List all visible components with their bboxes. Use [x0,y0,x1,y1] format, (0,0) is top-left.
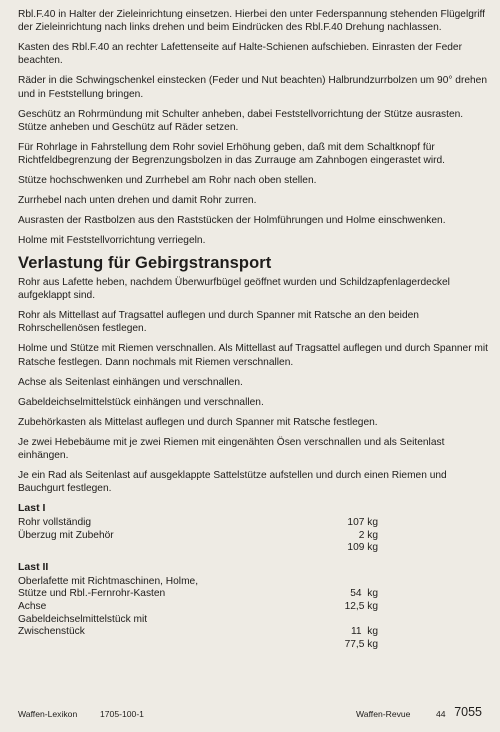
item-label: Rohr vollständig [18,517,92,529]
paragraph: Für Rohrlage in Fahrstellung dem Rohr soviel Erhöhung geben, daß mit dem Schaltknopf für Richtfeldbegrenzung der Begrenzungsbolzen in das Zurrauge am Zahnbogen eingerastet wird. [18,141,446,167]
instructions-section [18,276,490,495]
table-row [18,601,378,614]
table-row [18,530,378,543]
table-row [18,576,378,589]
paragraph: Zubehörkasten als Mittelast auflegen und durch Spanner mit Ratsche festlegen. [18,416,378,428]
item-weight: 11 kg [351,626,378,638]
item-label [18,639,330,652]
table-row [18,614,378,627]
item-label [18,542,330,555]
total-weight: 109 kg [347,542,378,554]
paragraph: Rohr als Mittellast auf Tragsattel auflegen und durch Spanner mit Ratsche an den beiden Rohrschellenösen festlegen. [18,310,419,335]
item-label: Achse [18,601,47,612]
paragraph: Zurrhebel nach unten drehen und damit Rohr zurren. [18,195,257,207]
table-row [18,542,378,555]
item-weight: 12,5 kg [344,601,378,612]
paragraph: Je zwei Hebebäume mit je zwei Riemen mit eingenähten Ösen verschnallen und als Seitenlast einhängen. [18,436,445,461]
table-row [18,517,378,530]
page-footer [18,707,490,721]
section-title: Verlastung für Gebirgstransport [18,254,272,273]
item-weight [330,614,378,627]
item-weight [330,576,378,589]
item-label: Oberlafette mit Richtmaschinen, Holme, [18,575,199,587]
paragraph: Je ein Rad als Seitenlast auf ausgeklappte Sattelstütze aufstellen und durch einen Riemen und Bauchgurt festlegen. [18,469,447,495]
load-1-table [18,517,378,555]
footer-issue: 44 [436,709,446,719]
item-weight: 107 kg [347,517,378,529]
paragraph: Holme mit Feststellvorrichtung verriegeln. [18,235,206,247]
paragraph: Ausrasten der Rastbolzen aus den Raststücken der Holmführungen und Holme einschwenken. [18,215,446,227]
paragraph: Stütze hochschwenken und Zurrhebel am Rohr nach oben stellen. [18,175,317,187]
document-page [18,8,490,657]
paragraph: Achse als Seitenlast einhängen und verschnallen. [18,376,243,388]
table-row [18,639,378,652]
paragraph: Geschütz an Rohrmündung mit Schulter anheben, dabei Feststellvorrichtung der Stütze ausrasten. Stütze anheben und Geschütz auf Räder setzen. [18,108,464,133]
item-label: Überzug mit Zubehör [18,529,114,541]
item-weight: 2 kg [358,529,378,541]
item-label: Gabeldeichselmittelstück mit [18,613,148,625]
table-row [18,626,378,639]
paragraph: Räder in die Schwingschenkel einstecken (Feder und Nut beachten) Halbrundzurrbolzen um 90° drehen und in Feststellung bringen. [18,75,488,100]
load-2-title: Last II [18,560,49,573]
total-weight: 77,5 kg [344,638,378,650]
load-1-title: Last I [18,502,46,515]
paragraph: Rohr aus Lafette heben, nachdem Überwurfbügel geöffnet wurden und Schildzapfenlagerdeckel aufgeklappt sind. [18,277,450,302]
item-weight: 54 kg [350,588,378,600]
item-label: Zwischenstück [18,626,85,638]
load-2-table [18,576,378,652]
paragraph: Kasten des Rbl.F.40 an rechter Lafettenseite auf Halte-Schienen aufschieben. Einrasten der Feder beachten. [18,42,462,67]
item-label: Stütze und Rbl.-Fernrohr-Kasten [18,588,166,600]
paragraph: Rbl.F.40 in Halter der Zieleinrichtung einsetzen. Hierbei den unter Federspannung stehenden Flügelgriff der Zieleinrichtung nach links drehen und beim Eindrücken des Rbl.F.40 Drehung nachlassen. [18,9,486,34]
footer-code: 1705-100-1 [100,709,144,719]
footer-revue: Waffen-Revue [356,709,411,719]
footer-publication: Waffen-Lexikon [18,709,78,719]
page-number: 7055 [454,705,482,719]
paragraph: Holme und Stütze mit Riemen verschnallen. Als Mittellast auf Tragsattel auflegen und durch Spanner mit Ratsche festlegen. Dann nochmals mit Riemen verschnallen. [18,343,488,368]
table-row [18,588,378,601]
instructions-top [18,8,490,247]
paragraph: Gabeldeichselmittelstück einhängen und verschnallen. [18,396,264,408]
